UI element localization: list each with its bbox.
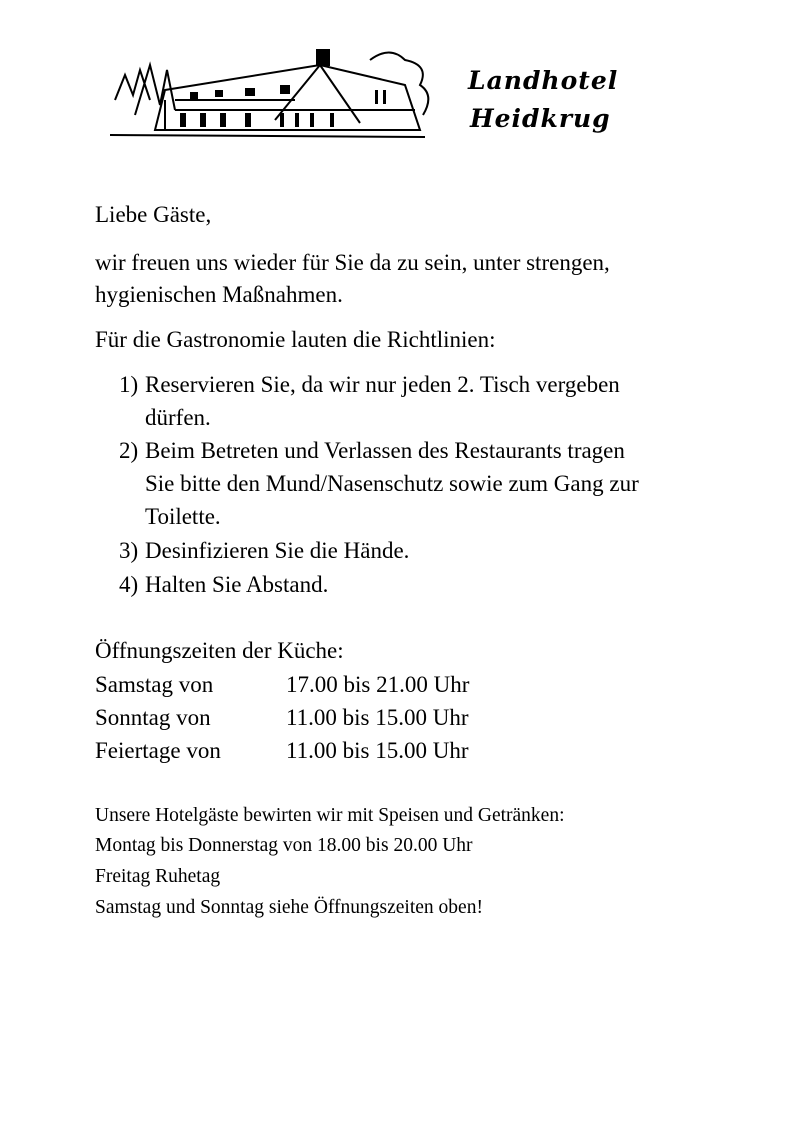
hotel-building-illustration bbox=[105, 45, 440, 140]
intro-line: wir freuen uns wieder für Sie da zu sein, unter strengen, bbox=[95, 250, 610, 275]
intro-line: hygienischen Maßnahmen. bbox=[95, 282, 343, 307]
rule-text: Toilette. bbox=[145, 504, 221, 529]
rule-number: 1) bbox=[119, 372, 139, 397]
greeting: Liebe Gäste, bbox=[95, 202, 212, 227]
rule-text: Reservieren Sie, da wir nur jeden 2. Tisch vergeben bbox=[145, 372, 620, 397]
hours-day: Samstag von bbox=[95, 672, 214, 697]
hotel-guests-line: Samstag und Sonntag siehe Öffnungszeiten oben! bbox=[95, 897, 483, 918]
rule-text: dürfen. bbox=[145, 405, 211, 430]
rule-number: 3) bbox=[119, 538, 139, 563]
hours-time: 11.00 bis 15.00 Uhr bbox=[286, 705, 469, 730]
hotel-guests-line: Montag bis Donnerstag von 18.00 bis 20.00 Uhr bbox=[95, 835, 473, 856]
hotel-guests-line: Freitag Ruhetag bbox=[95, 866, 221, 887]
rules-heading: Für die Gastronomie lauten die Richtlinien: bbox=[95, 327, 496, 352]
hours-day: Sonntag von bbox=[95, 705, 211, 730]
brand-name-line1: Landhotel bbox=[468, 66, 619, 95]
rule-number: 2) bbox=[119, 438, 139, 463]
rule-text: Beim Betreten und Verlassen des Restaurants tragen bbox=[145, 438, 625, 463]
rule-text: Sie bitte den Mund/Nasenschutz sowie zum Gang zur bbox=[145, 471, 639, 496]
rule-text: Halten Sie Abstand. bbox=[145, 572, 329, 597]
hotel-guests-line: Unsere Hotelgäste bewirten wir mit Speisen und Getränken: bbox=[95, 805, 565, 826]
rule-text: Desinfizieren Sie die Hände. bbox=[145, 538, 410, 563]
hours-day: Feiertage von bbox=[95, 738, 221, 763]
brand-name-line2: Heidkrug bbox=[470, 104, 611, 133]
hours-heading: Öffnungszeiten der Küche: bbox=[95, 638, 344, 663]
rule-number: 4) bbox=[119, 572, 139, 597]
hours-time: 17.00 bis 21.00 Uhr bbox=[286, 672, 470, 697]
hours-time: 11.00 bis 15.00 Uhr bbox=[286, 738, 469, 763]
